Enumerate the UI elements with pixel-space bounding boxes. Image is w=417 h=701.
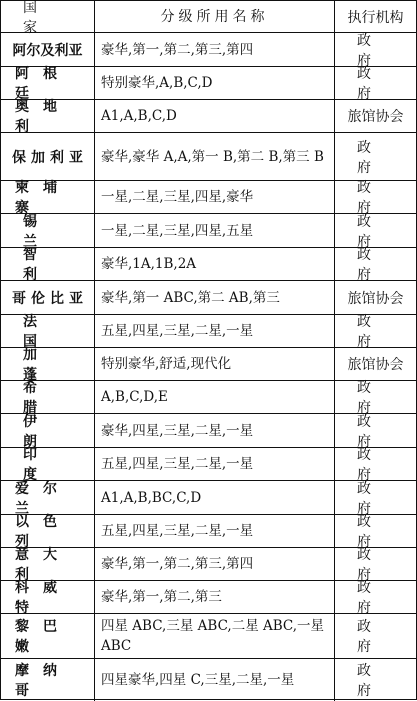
grades-cell: 五星,四星,三星,二星,一星 xyxy=(95,515,335,547)
country-cell: 柬埔寨 xyxy=(1,181,95,213)
country-cell: 印度 xyxy=(1,448,95,480)
authority-cell: 政府 xyxy=(357,213,393,250)
authority-cell: 政府 xyxy=(357,663,393,699)
grades-cell: 豪华,豪华 A,A,第一 B,第二 B,第三 B xyxy=(95,133,335,180)
grades-cell: 豪华,第一 ABC,第二 AB,第三 xyxy=(95,281,335,314)
authority-cell: 政府 xyxy=(357,66,393,102)
table-row xyxy=(1,281,416,315)
authority-cell: 政府 xyxy=(357,314,393,350)
authority-cell: 政府 xyxy=(357,547,393,583)
authority-cell: 政府 xyxy=(357,413,393,450)
table-row xyxy=(1,214,416,248)
authority-cell: 政府 xyxy=(357,580,393,616)
grades-cell: 豪华,第一,第二,第三 xyxy=(95,581,335,613)
country-cell: 法国 xyxy=(1,315,95,347)
grades-cell: 豪华,1A,1B,2A xyxy=(95,248,335,280)
country-cell: 加蓬 xyxy=(1,348,95,380)
table-row xyxy=(1,181,416,214)
table-header-row xyxy=(1,0,416,36)
table-row xyxy=(1,414,416,448)
country-cell: 爱尔兰 xyxy=(1,481,95,514)
country-cell: 黎巴嫩 xyxy=(1,614,95,658)
grades-cell: 一星,二星,三星,四星,豪华 xyxy=(95,181,335,213)
country-cell: 保加利亚 xyxy=(1,133,95,180)
grades-cell: 特别豪华,A,B,C,D xyxy=(95,67,335,99)
table-row xyxy=(1,33,416,67)
authority-cell: 政府 xyxy=(357,480,393,517)
table-row xyxy=(1,381,416,414)
authority-cell: 旅馆协会 xyxy=(347,290,404,307)
authority-cell: 政府 xyxy=(357,139,393,176)
country-cell: 伊朗 xyxy=(1,414,95,447)
grades-cell: 豪华,第一,第二,第三,第四 xyxy=(95,548,335,580)
grades-cell: 五星,四星,三星,二星,一星 xyxy=(95,448,335,480)
table-row xyxy=(1,481,416,515)
authority-cell: 政府 xyxy=(357,619,393,655)
table-row xyxy=(1,581,416,614)
grades-cell: 豪华,四星,三星,二星,一星 xyxy=(95,414,335,447)
grades-cell: 特别豪华,舒适,现代化 xyxy=(95,348,335,380)
authority-cell: 政府 xyxy=(357,380,393,416)
grades-cell: 四星 ABC,三星 ABC,二星 ABC,一星 ABC xyxy=(95,614,335,658)
authority-cell: 政府 xyxy=(357,180,393,216)
authority-cell: 政府 xyxy=(357,32,393,69)
authority-cell: 政府 xyxy=(357,247,393,283)
country-cell: 阿尔及利亚 xyxy=(1,33,95,66)
country-cell: 哥伦比亚 xyxy=(1,281,95,314)
grades-cell: 豪华,第一,第二,第三,第四 xyxy=(95,33,335,66)
country-cell: 意大利 xyxy=(1,548,95,580)
table-row xyxy=(1,133,416,181)
table-row xyxy=(1,248,416,281)
table-row xyxy=(1,448,416,481)
country-cell: 锡兰 xyxy=(1,214,95,247)
country-cell: 希腊 xyxy=(1,381,95,413)
country-cell: 奥地利 xyxy=(1,100,95,132)
authority-cell: 旅馆协会 xyxy=(347,357,404,373)
country-cell: 智利 xyxy=(1,248,95,280)
table-row xyxy=(1,659,416,701)
header-authority: 执行机构 xyxy=(347,9,404,26)
country-cell: 以色列 xyxy=(1,515,95,547)
header-country: 国家 xyxy=(1,1,95,32)
grades-cell: 五星,四星,三星,二星,一星 xyxy=(95,315,335,347)
grades-cell: A1,A,B,BC,C,D xyxy=(95,481,335,514)
table-row xyxy=(1,100,416,133)
grades-cell: 四星豪华,四星 C,三星,二星,一星 xyxy=(95,659,335,701)
authority-cell: 政府 xyxy=(357,514,393,550)
authority-cell: 政府 xyxy=(357,447,393,483)
country-cell: 阿根廷 xyxy=(1,67,95,99)
grades-cell: A,B,C,D,E xyxy=(95,381,335,413)
country-cell: 科威特 xyxy=(1,581,95,613)
grades-cell: A1,A,B,C,D xyxy=(95,100,335,132)
country-cell: 摩纳哥 xyxy=(1,659,95,701)
table-row xyxy=(1,614,416,659)
header-grades: 分级所用名称 xyxy=(95,1,335,32)
grades-cell: 一星,二星,三星,四星,五星 xyxy=(95,214,335,247)
authority-cell: 旅馆协会 xyxy=(347,109,404,125)
